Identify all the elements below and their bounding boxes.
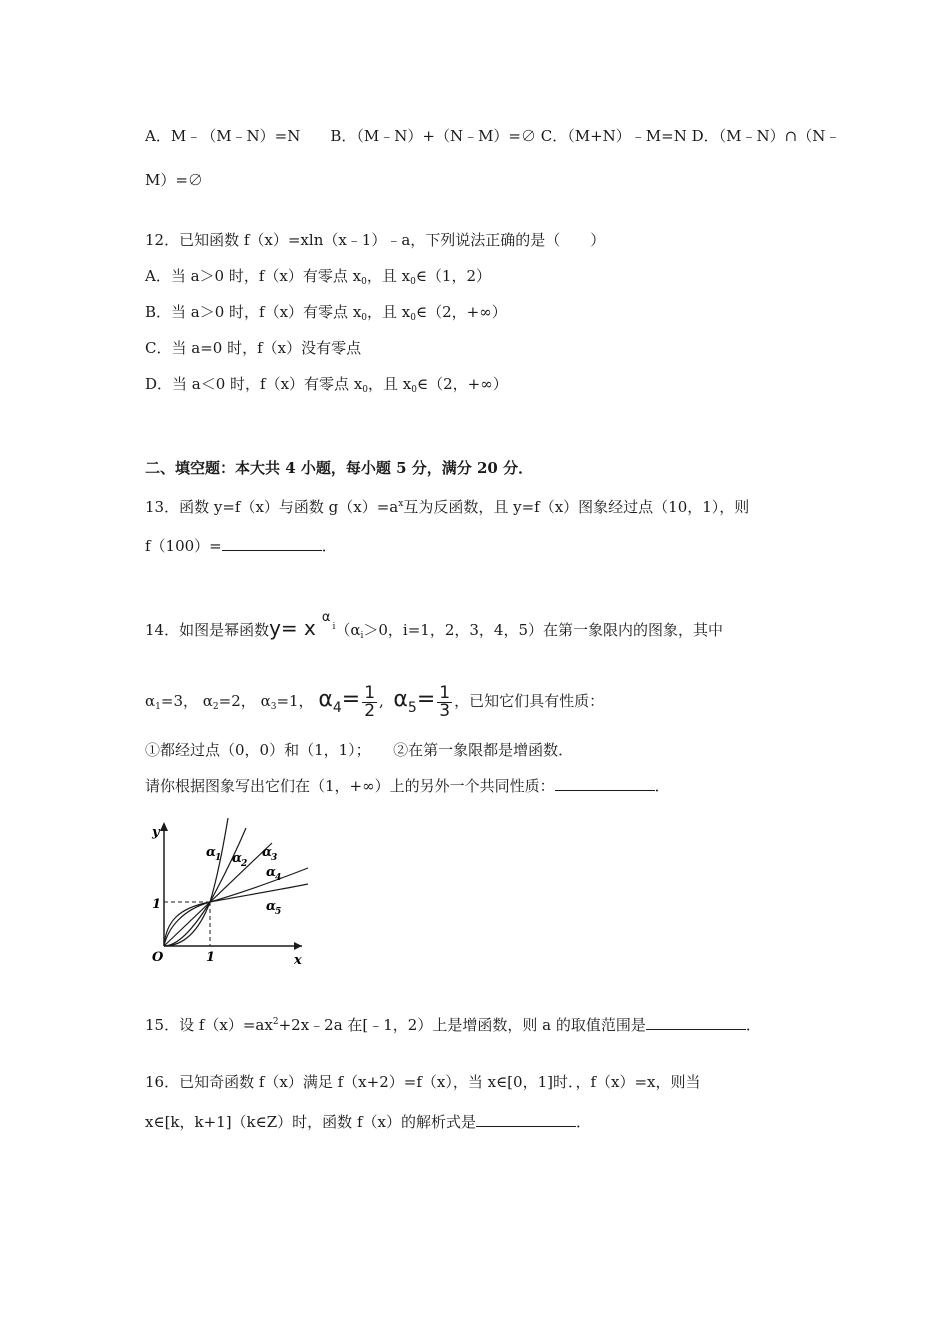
subscript: 2: [212, 702, 219, 712]
curve-label-sub: 4: [275, 873, 282, 883]
curve-label-sub: 2: [241, 859, 248, 869]
numerator: 1: [439, 682, 451, 703]
q14-line1-post: （α: [335, 621, 361, 639]
alpha-3-value: =1，: [276, 692, 314, 710]
curve-label-sub: 3: [271, 853, 278, 863]
curve-label-symbol: α: [262, 845, 273, 860]
q15-pre: 15．设 f（x）=ax: [145, 1016, 273, 1034]
q14-line1: [145, 604, 723, 650]
q12-option-b: [145, 302, 507, 328]
answer-blank[interactable]: [646, 1015, 746, 1030]
numerator: 1: [364, 682, 376, 703]
q12-option-b-tail: ∈（2，+∞）: [416, 303, 507, 321]
curve-label-sub: 5: [275, 907, 282, 917]
subscript: 0: [361, 313, 368, 323]
subscript: 0: [411, 385, 417, 395]
q16-line2-post: ．: [575, 1113, 591, 1131]
curve-alpha-2: [164, 828, 246, 946]
fraction-one-half: [362, 682, 377, 721]
alpha-2: α: [202, 692, 213, 710]
answer-blank[interactable]: [222, 536, 322, 551]
q15-post: ．: [745, 1016, 761, 1034]
q12-option-a: [145, 266, 491, 292]
alpha-2-value: =2，: [218, 692, 256, 710]
q12-option-a-tail: ∈（1，2）: [415, 267, 492, 285]
power-exponent-sub: i: [332, 622, 336, 632]
y-one-label: 1: [152, 897, 162, 912]
superscript: 2: [272, 1017, 279, 1027]
alpha-3: α: [260, 692, 271, 710]
curve-label-alpha-4: [266, 865, 281, 883]
q13-line1-post: 互为反函数，且 y=f（x）图象经过点（10，1），则: [403, 498, 750, 516]
q14-question: [145, 776, 670, 796]
q15-line: [145, 1012, 761, 1035]
subscript: 0: [410, 277, 416, 287]
subscript: i: [360, 631, 364, 641]
section-heading: 二、填空题：本大共 4 小题，每小题 5 分，满分 20 分．: [145, 459, 534, 477]
denominator: 3: [439, 700, 451, 721]
q12-stem: 12．已知函数 f（x）=xln（x﹣1）﹣a，下列说法正确的是（ ）: [145, 231, 606, 249]
q11-options-line2: M）=∅: [145, 171, 203, 189]
alpha-5-sub: 5: [407, 700, 417, 716]
curve-label-symbol: α: [206, 845, 217, 860]
q16-line2: [145, 1112, 591, 1132]
alpha-4-symbol: α: [318, 687, 333, 712]
x-axis-label: x: [294, 953, 302, 968]
curve-alpha-5: [164, 884, 308, 946]
q12-option-d-pre: D．当 a＜0 时，f（x）有零点 x: [145, 375, 363, 393]
origin-label: O: [152, 950, 164, 965]
q14-line1-tail: ＞0，i=1，2，3，4，5）在第一象限内的图象，其中: [363, 621, 724, 639]
curve-label-alpha-5: [266, 899, 281, 917]
q12-option-a-post: ，且 x: [366, 267, 411, 285]
q12-option-c: C．当 a=0 时，f（x）没有零点: [145, 339, 362, 357]
denominator: 2: [364, 700, 376, 721]
curve-label-symbol: α: [266, 899, 277, 914]
answer-blank[interactable]: [476, 1112, 576, 1127]
q16-line2-pre: x∈[k，k+1]（k∈Z）时，函数 f（x）的解析式是: [145, 1113, 476, 1131]
q12-option-d-tail: ∈（2，+∞）: [417, 375, 508, 393]
curve-label-alpha-2: [232, 851, 247, 869]
q11-options-line1: A．M﹣（M﹣N）=N B．（M﹣N）+（N﹣M）=∅ C．（M+N）﹣M=N D．（M﹣N）∩（N﹣: [145, 127, 841, 145]
power-functions-graph: [142, 818, 312, 968]
q13-line2-pre: f（100）=: [145, 537, 222, 555]
answer-blank[interactable]: [555, 776, 655, 791]
q14-line1-pre: 14．如图是幂函数: [145, 621, 270, 639]
q13-line2-post: ．: [321, 537, 337, 555]
alpha-1: α: [145, 692, 156, 710]
q12-option-a-pre: A．当 a＞0 时，f（x）有零点 x: [145, 267, 362, 285]
subscript: 3: [270, 702, 277, 712]
curve-label-alpha-3: [262, 845, 277, 863]
power-exponent: α: [321, 610, 331, 625]
curve-label-symbol: α: [266, 865, 277, 880]
subscript: 0: [361, 277, 367, 287]
curve-alpha-1: [164, 818, 228, 946]
curve-label-sub: 1: [215, 853, 222, 863]
q12-option-b-post: ，且 x: [367, 303, 411, 321]
subscript: 0: [362, 385, 369, 395]
alpha-5-symbol: α: [393, 687, 408, 712]
q14-question-pre: 请你根据图象写出它们在（1，+∞）上的另外一个共同性质：: [145, 777, 555, 795]
q14-line2-tail: ，已知它们具有性质：: [454, 692, 605, 710]
q15-mid: +2x﹣2a 在[﹣1，2）上是增函数，则 a 的取值范围是: [278, 1016, 646, 1034]
q13-line1-pre: 13．函数 y=f（x）与函数 g（x）=a: [145, 498, 399, 516]
q14-question-post: ．: [654, 777, 670, 795]
alpha-4-sub: 4: [332, 700, 342, 716]
y-axis-label: y: [152, 825, 160, 840]
q13-line1: [145, 494, 749, 517]
curve-label-alpha-1: [206, 845, 221, 863]
q12-option-d: [145, 374, 508, 400]
q14-properties: ①都经过点（0，0）和（1，1）； ②在第一象限都是增函数．: [145, 741, 574, 759]
subscript: 0: [410, 313, 416, 323]
q14-line2: $\alpha_1=3$， $\alpha_2=2$， $\alpha_3=1$， α4= $\frac{1}{2}$ , α5= $\frac{1}{3}$ ，已知它们具有性质：: [145, 682, 605, 721]
power-function-base: y= x: [269, 616, 316, 640]
alpha-1-value: =3，: [160, 692, 198, 710]
x-one-label: 1: [206, 950, 216, 965]
q12-option-d-post: ，且 x: [368, 375, 412, 393]
q12-option-b-pre: B．当 a＞0 时，f（x）有零点 x: [145, 303, 362, 321]
q13-line2: [145, 536, 337, 556]
x-axis-arrow-icon: [294, 942, 302, 950]
fraction-one-third: [437, 682, 452, 721]
y-axis-arrow-icon: [160, 822, 168, 831]
curve-label-symbol: α: [232, 851, 243, 866]
superscript: x: [398, 499, 404, 509]
subscript: 1: [155, 702, 161, 712]
q16-line1: 16．已知奇函数 f（x）满足 f（x+2）=f（x），当 x∈[0，1]时．，f（x）=x，则当: [145, 1073, 701, 1091]
